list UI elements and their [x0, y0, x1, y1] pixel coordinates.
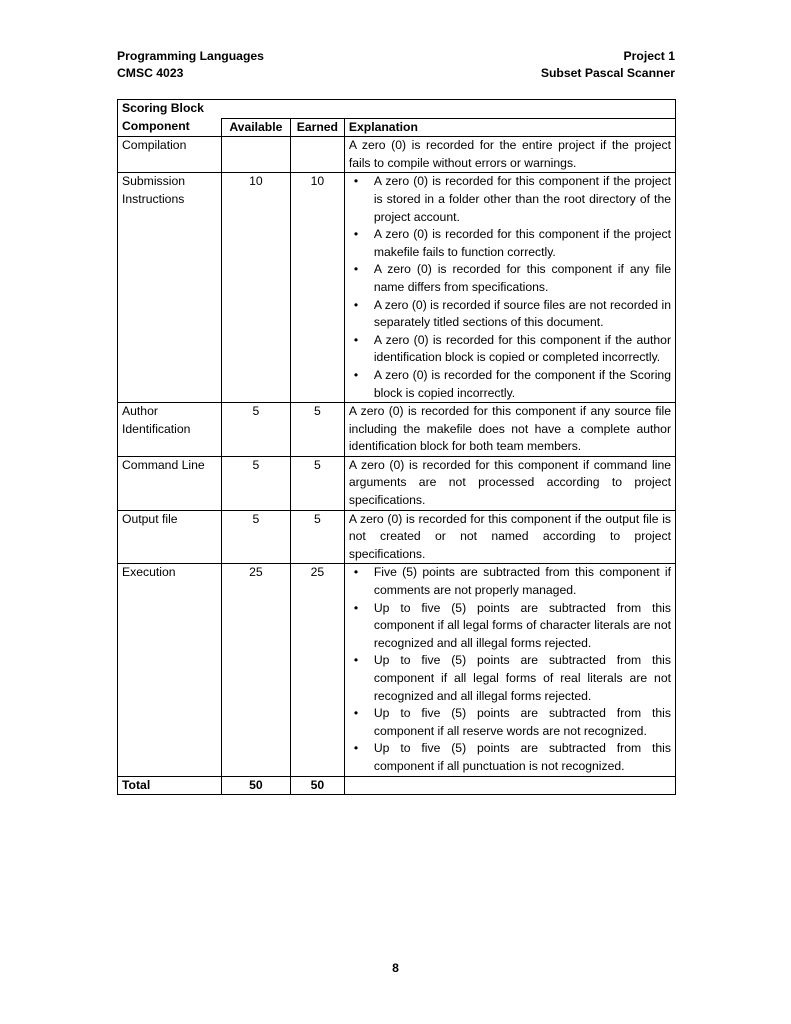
list-item: • A zero (0) is recorded for this component if the project makefile fails to function correctly.	[349, 226, 671, 261]
list-item: • Up to five (5) points are subtracted from this component if all legal forms of character literals are not recognized and all illegal forms rejected.	[349, 600, 671, 653]
column-header-earned: Earned	[290, 118, 344, 137]
total-earned: 50	[290, 776, 344, 795]
table-row	[118, 173, 676, 403]
list-item: • A zero (0) is recorded if source files are not recorded in separately titled sections of this document.	[349, 297, 671, 332]
component-cell: Submission Instructions	[118, 173, 222, 403]
list-item: • A zero (0) is recorded for this component if the project is stored in a folder other than the root directory of the project account.	[349, 173, 671, 226]
list-item: • Up to five (5) points are subtracted from this component if all legal forms of real literals are not recognized and all illegal forms rejected.	[349, 652, 671, 705]
total-available: 50	[221, 776, 290, 795]
explanation-cell	[344, 173, 675, 403]
earned-cell: 5	[290, 456, 344, 510]
explanation-cell	[344, 564, 675, 776]
page-header	[117, 48, 675, 84]
component-cell: Execution	[118, 564, 222, 776]
total-label: Total	[118, 776, 222, 795]
column-header-explanation: Explanation	[344, 118, 675, 137]
earned-cell: 10	[290, 173, 344, 403]
explanation-cell: A zero (0) is recorded for this component if command line arguments are not processed according to project specifications.	[344, 456, 675, 510]
list-item: • A zero (0) is recorded for this component if any file name differs from specifications.	[349, 261, 671, 296]
available-cell: 5	[221, 510, 290, 564]
explanation-cell: A zero (0) is recorded for this component if the output file is not created or not named according to project specifications.	[344, 510, 675, 564]
table-title-row	[118, 100, 676, 119]
component-cell: Author Identification	[118, 403, 222, 457]
earned-cell: 5	[290, 403, 344, 457]
table-row	[118, 564, 676, 776]
header-right	[541, 48, 675, 82]
earned-cell: 5	[290, 510, 344, 564]
available-cell	[221, 137, 290, 173]
total-explanation-cell	[344, 776, 675, 795]
list-item: • Up to five (5) points are subtracted from this component if all punctuation is not recognized.	[349, 740, 671, 775]
component-cell: Command Line	[118, 456, 222, 510]
total-row	[118, 776, 676, 795]
component-cell: Compilation	[118, 137, 222, 173]
explanation-cell: A zero (0) is recorded for this component if any source file including the makefile does not have a complete author identification block for both team members.	[344, 403, 675, 457]
table-row	[118, 403, 676, 457]
header-left	[117, 48, 264, 82]
available-cell: 10	[221, 173, 290, 403]
table-row	[118, 456, 676, 510]
course-title: Programming Languages	[117, 49, 264, 63]
page-number: 8	[392, 961, 399, 975]
list-item: • Five (5) points are subtracted from this component if comments are not properly managed.	[349, 564, 671, 599]
list-item: • A zero (0) is recorded for the component if the Scoring block is copied incorrectly.	[349, 367, 671, 402]
explanation-cell: A zero (0) is recorded for the entire project if the project fails to compile without errors or warnings.	[344, 137, 675, 173]
earned-cell	[290, 137, 344, 173]
table-row	[118, 510, 676, 564]
table-row	[118, 137, 676, 173]
explanation-bullet-list	[349, 564, 671, 775]
earned-cell: 25	[290, 564, 344, 776]
column-header-component: Component	[118, 118, 222, 137]
column-header-available: Available	[221, 118, 290, 137]
table-header-row	[118, 118, 676, 137]
scoring-table	[117, 99, 676, 795]
course-code: CMSC 4023	[117, 66, 184, 80]
project-number: Project 1	[623, 49, 675, 63]
list-item: • Up to five (5) points are subtracted from this component if all reserve words are not recognized.	[349, 705, 671, 740]
available-cell: 25	[221, 564, 290, 776]
available-cell: 5	[221, 456, 290, 510]
available-cell: 5	[221, 403, 290, 457]
component-cell: Output file	[118, 510, 222, 564]
list-item: • A zero (0) is recorded for this component if the author identification block is copied or completed incorrectly.	[349, 332, 671, 367]
project-name: Subset Pascal Scanner	[540, 66, 675, 80]
explanation-bullet-list	[349, 173, 671, 402]
table-title: Scoring Block	[118, 100, 676, 119]
